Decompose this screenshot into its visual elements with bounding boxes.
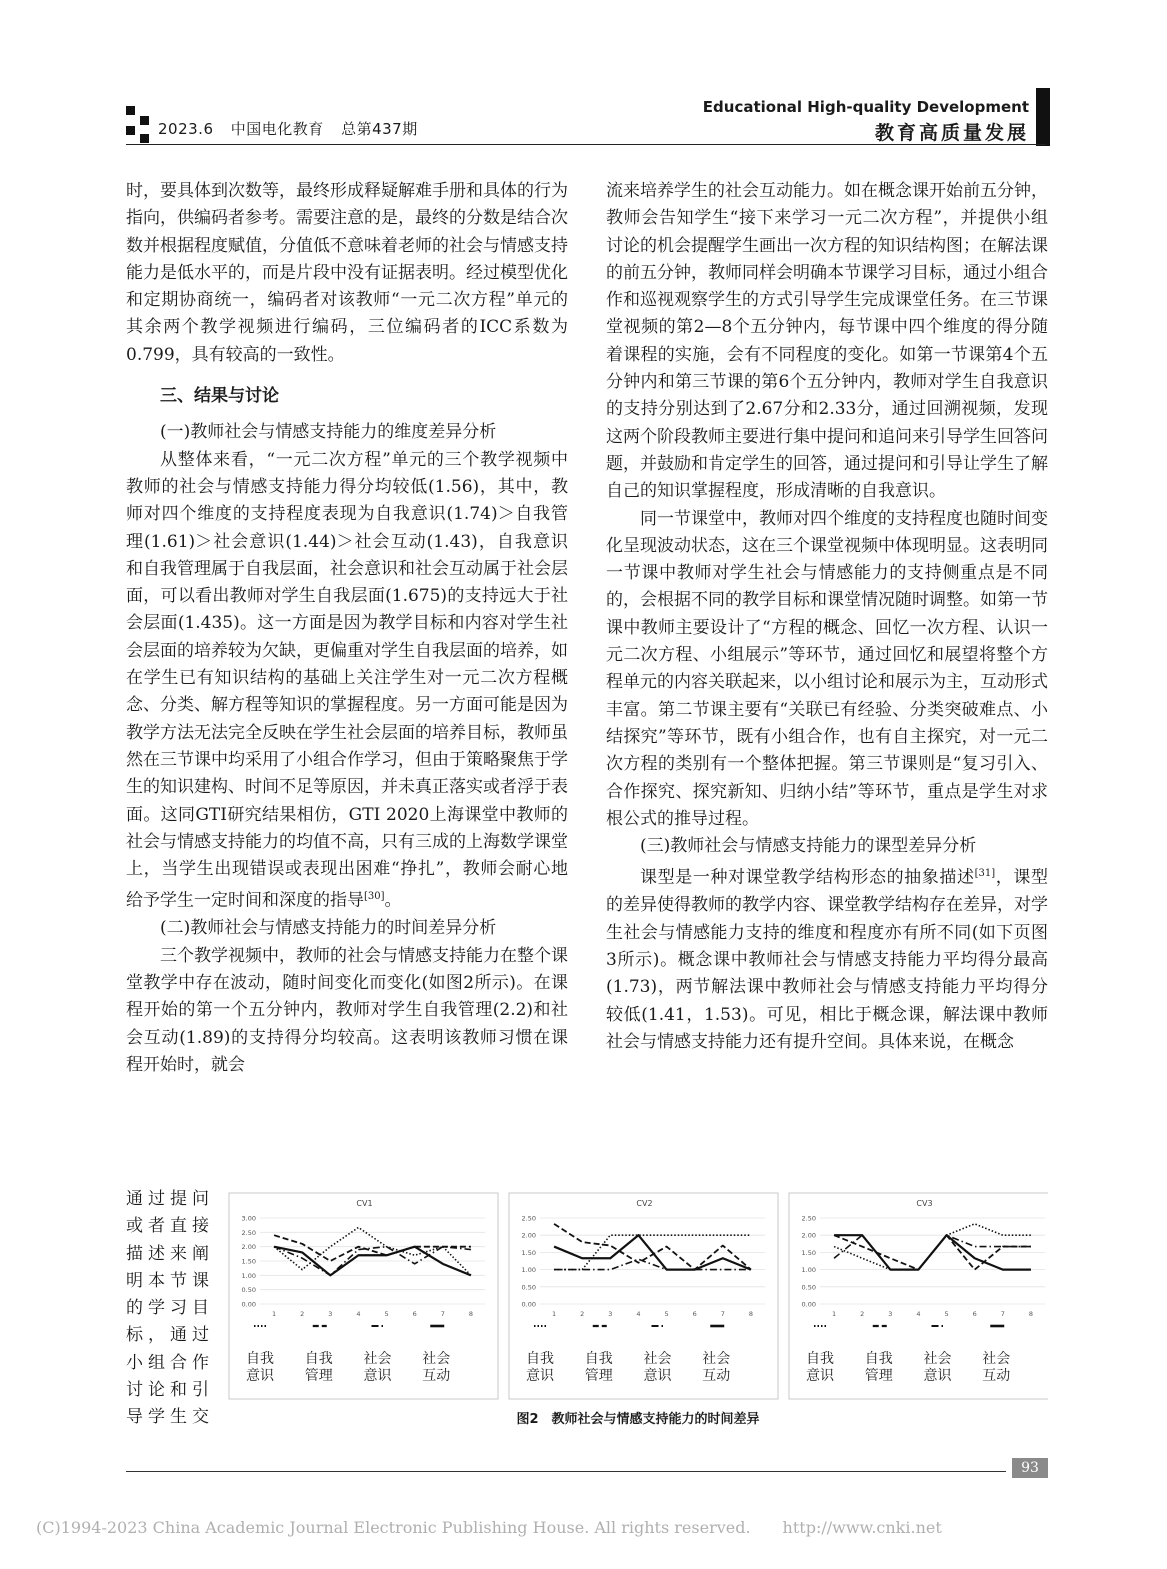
legend-label: 社会 <box>982 1351 1011 1367</box>
total-issue: 总第437期 <box>341 120 418 138</box>
x-tick-label: 3 <box>608 1310 613 1318</box>
wrap-line: 明本节课 <box>126 1270 214 1291</box>
legend-label: 管理 <box>864 1368 893 1384</box>
citation: [30] <box>364 891 385 903</box>
column-title-en: Educational High-quality Development <box>702 98 1029 116</box>
header-decor-square <box>126 106 135 115</box>
running-header-left <box>158 118 430 139</box>
legend-label: 自我 <box>304 1351 333 1367</box>
y-tick-label: 2.50 <box>241 1228 256 1237</box>
y-tick-label: 1.00 <box>801 1266 816 1275</box>
x-tick-label: 1 <box>271 1310 277 1318</box>
legend-label: 自我 <box>806 1351 834 1367</box>
x-tick-label: 6 <box>412 1310 417 1318</box>
chart-panel-3 <box>789 1193 1048 1399</box>
legend-label: 意识 <box>643 1368 672 1384</box>
x-tick-label: 2 <box>860 1310 865 1318</box>
x-tick-label: 5 <box>664 1310 669 1318</box>
paragraph: 课型是一种对课堂教学结构形态的抽象描述[31]，课型的差异使得教师的教学内容、课堂教学结构存在差异，对学生社会与情感能力支持的维度和程度亦有所不同(如下页图3所示)。概念课中教师社会与情感支持能力平均得分最高(1.73)，两节解法课中教师社会与情感支持能力平均得分较低(1.41，1.53)。可见，相比于概念课，解法课中教师社会与情感支持能力还有提升空间。具体来说，在概念 <box>606 868 1049 1052</box>
legend-label: 意识 <box>923 1368 952 1384</box>
x-tick-label: 7 <box>720 1310 725 1318</box>
y-tick-label: 0.50 <box>241 1286 256 1295</box>
figure-2-charts <box>228 1192 1048 1400</box>
x-tick-label: 3 <box>888 1310 893 1318</box>
legend-label: 意识 <box>806 1368 834 1384</box>
header-decor-square <box>140 116 149 125</box>
chart-title: CV2 <box>636 1199 653 1208</box>
y-tick-label: 1.00 <box>241 1271 256 1280</box>
legend-label: 自我 <box>864 1351 893 1367</box>
paragraph: 同一节课堂中，教师对四个维度的支持程度也随时间变化呈现波动状态，这在三个课堂视频中体现明显。这表明同一节课中教师对学生社会与情感能力的支持侧重点是不同的，会根据不同的教学目标和课堂情况随时调整。如第一节课中教师主要设计了“方程的概念、回忆一次方程、认识一元二次方程、小组展示”等环节，通过回忆和展望将整个方程单元的内容关联起来，以小组讨论和展示为主，互动形式丰富。第二节课主要有“关联已有经验、分类突破难点、小结探究”等环节，既有小组合作，也有自主探究，对一元二次方程的类别有一个整体把握。第三节课则是“复习引入、合作探究、探究新知、归纳小结”等环节，重点是学生对求根公式的推导过程。 <box>606 508 1048 829</box>
y-tick-label: 1.50 <box>801 1248 816 1257</box>
legend-label: 社会 <box>643 1351 672 1367</box>
paragraph: 流来培养学生的社会互动能力。如在概念课开始前五分钟，教师会告知学生“接下来学习一元二次方程”，并提供小组讨论的机会提醒学生画出一次方程的知识结构图；在解法课的前五分钟，教师同样会明确本节课学习目标，通过小组合作和巡视观察学生的方式引导学生完成课堂任务。在三节课堂视频的第2—8个五分钟内，每节课中四个维度的得分随着课程的实施，会有不同程度的变化。如第一节课第4个五分钟内和第三节课的第6个五分钟内，教师对学生自我意识的支持分别达到了2.67分和2.33分，通过回溯视频，发现这两个阶段教师主要进行集中提问和追问来引导学生回答问题，并鼓励和肯定学生的回答，通过提问和引导让学生了解自己的知识掌握程度，形成清晰的自我意识。 <box>606 181 1048 502</box>
header-decor-square <box>140 134 149 143</box>
legend-label: 社会 <box>363 1351 392 1367</box>
chart-panel-1 <box>229 1193 498 1399</box>
legend-label: 意识 <box>526 1368 554 1384</box>
header-rule <box>126 144 1046 145</box>
wrap-line: 的学习目 <box>126 1298 214 1319</box>
y-tick-label: 1.50 <box>241 1257 256 1266</box>
x-tick-label: 1 <box>551 1310 557 1318</box>
page-number: 93 <box>1012 1458 1048 1478</box>
header-bar <box>1036 88 1050 146</box>
legend-label: 自我 <box>246 1351 274 1367</box>
paragraph: 从整体来看，“一元二次方程”单元的三个教学视频中教师的社会与情感支持能力得分均较低(1.56)，其中，教师对四个维度的支持程度表现为自我意识(1.74)＞自我管理(1.61)＞社会意识(1.44)＞社会互动(1.43)，自我意识和自我管理属于自我层面，社会意识和社会互动属于社会层面，可以看出教师对学生自我层面(1.675)的支持远大于社会层面(1.435)。这一方面是因为教学目标和内容对学生社会层面的培养较为欠缺，更偏重对学生自我层面的培养，如在学生已有知识结构的基础上关注学生对一元二次方程概念、分类、解方程等知识的掌握程度。另一方面可能是因为教学方法无法完全反映在学生社会层面的培养目标，教师虽然在三节课中均采用了小组合作学习，但由于策略聚焦于学生的知识建构、时间不足等原因，并未真正落实或者浮于表面。这同GTI研究结果相仿，GTI 2020上海课堂中教师的社会与情感支持能力的均值不高，只有三成的上海数学课堂上，当学生出现错误或表现出困难“挣扎”，教师会耐心地给予学生一定时间和深度的指导[30]。 <box>126 449 568 912</box>
figure-caption: 图2 教师社会与情感支持能力的时间差异 <box>516 1412 760 1427</box>
x-tick-label: 8 <box>468 1310 474 1318</box>
paragraph: 时，要具体到次数等，最终形成释疑解难手册和具体的行为指向，供编码者参考。需要注意的是，最终的分数是结合次数并根据程度赋值，分值低不意味着老师的社会与情感支持能力是低水平的，而是片段中没有证据表明。经过模型优化和定期协商统一，编码者对该教师“一元二次方程”单元的其余两个教学视频进行编码，三位编码者的ICC系数为0.799，具有较高的一致性。 <box>126 181 568 365</box>
legend-label: 管理 <box>584 1368 613 1384</box>
column-title-cn: 教育高质量发展 <box>874 122 1029 144</box>
y-tick-label: 0.50 <box>521 1283 536 1292</box>
wrap-line: 导学生交 <box>126 1407 214 1428</box>
journal-name: 中国电化教育 <box>230 120 324 138</box>
x-tick-label: 4 <box>356 1310 361 1318</box>
x-tick-label: 6 <box>972 1310 977 1318</box>
legend-label: 意识 <box>246 1368 274 1384</box>
y-tick-label: 2.00 <box>801 1231 816 1240</box>
x-tick-label: 1 <box>831 1310 837 1318</box>
legend-label: 自我 <box>526 1351 554 1367</box>
section-heading: 三、结果与讨论 <box>160 386 279 407</box>
y-tick-label: 1.50 <box>521 1248 536 1257</box>
legend-label: 互动 <box>982 1368 1011 1384</box>
y-tick-label: 1.00 <box>521 1266 536 1275</box>
right-column <box>606 178 1048 1056</box>
citation: [31] <box>974 868 996 880</box>
legend-label: 社会 <box>702 1351 731 1367</box>
y-tick-label: 0.50 <box>801 1283 816 1292</box>
x-tick-label: 8 <box>748 1310 754 1318</box>
x-tick-label: 4 <box>636 1310 641 1318</box>
legend-label: 社会 <box>422 1351 451 1367</box>
chart-panel-2 <box>509 1193 778 1399</box>
x-tick-label: 2 <box>580 1310 585 1318</box>
legend-label: 意识 <box>363 1368 392 1384</box>
chart-title: CV3 <box>916 1199 933 1208</box>
y-tick-label: 2.00 <box>521 1231 536 1240</box>
y-tick-label: 2.50 <box>521 1214 536 1223</box>
x-tick-label: 5 <box>384 1310 389 1318</box>
left-column <box>126 178 568 1079</box>
subsection-heading: (三)教师社会与情感支持能力的课型差异分析 <box>640 836 977 857</box>
legend-label: 管理 <box>304 1368 333 1384</box>
y-tick-label: 0.00 <box>241 1300 256 1309</box>
y-tick-label: 2.00 <box>241 1243 256 1252</box>
legend-label: 自我 <box>584 1351 613 1367</box>
copyright-notice: (C)1994-2023 China Academic Journal Electronic Publishing House. All rights reserved. http://www.cnki.net <box>36 1518 942 1537</box>
wrap-line: 通过提问 <box>126 1189 214 1209</box>
figure-wrap-text <box>126 1186 226 1432</box>
subsection-heading: (二)教师社会与情感支持能力的时间差异分析 <box>160 918 497 939</box>
footer-rule <box>126 1471 1006 1472</box>
x-tick-label: 4 <box>916 1310 921 1318</box>
legend-label: 社会 <box>923 1351 952 1367</box>
x-tick-label: 7 <box>440 1310 445 1318</box>
x-tick-label: 5 <box>944 1310 949 1318</box>
x-tick-label: 3 <box>328 1310 333 1318</box>
running-header-right <box>703 98 1029 145</box>
wrap-line: 讨论和引 <box>126 1380 214 1401</box>
wrap-line: 描述来阐 <box>126 1243 214 1264</box>
subsection-heading: (一)教师社会与情感支持能力的维度差异分析 <box>160 422 497 443</box>
chart-title: CV1 <box>356 1199 373 1208</box>
y-tick-label: 0.00 <box>521 1300 536 1309</box>
y-tick-label: 0.00 <box>801 1300 816 1309</box>
x-tick-label: 7 <box>1000 1310 1005 1318</box>
x-tick-label: 8 <box>1028 1310 1034 1318</box>
y-tick-label: 2.50 <box>801 1214 816 1223</box>
issue-label: 2023.6 <box>158 120 214 138</box>
legend-label: 互动 <box>702 1368 731 1384</box>
x-tick-label: 6 <box>692 1310 697 1318</box>
header-decor-square <box>126 126 135 135</box>
wrap-line: 小组合作 <box>126 1352 214 1373</box>
paragraph: 三个教学视频中，教师的社会与情感支持能力在整个课堂教学中存在波动，随时间变化而变化(如图2所示)。在课程开始的第一个五分钟内，教师对学生自我管理(2.2)和社会互动(1.89)的支持得分均较高。这表明该教师习惯在课程开始时，就会 <box>126 945 568 1075</box>
y-tick-label: 3.00 <box>241 1214 256 1223</box>
x-tick-label: 2 <box>300 1310 305 1318</box>
wrap-line: 标，通过 <box>126 1325 214 1346</box>
wrap-line: 或者直接 <box>126 1216 214 1237</box>
legend-label: 互动 <box>422 1368 451 1384</box>
